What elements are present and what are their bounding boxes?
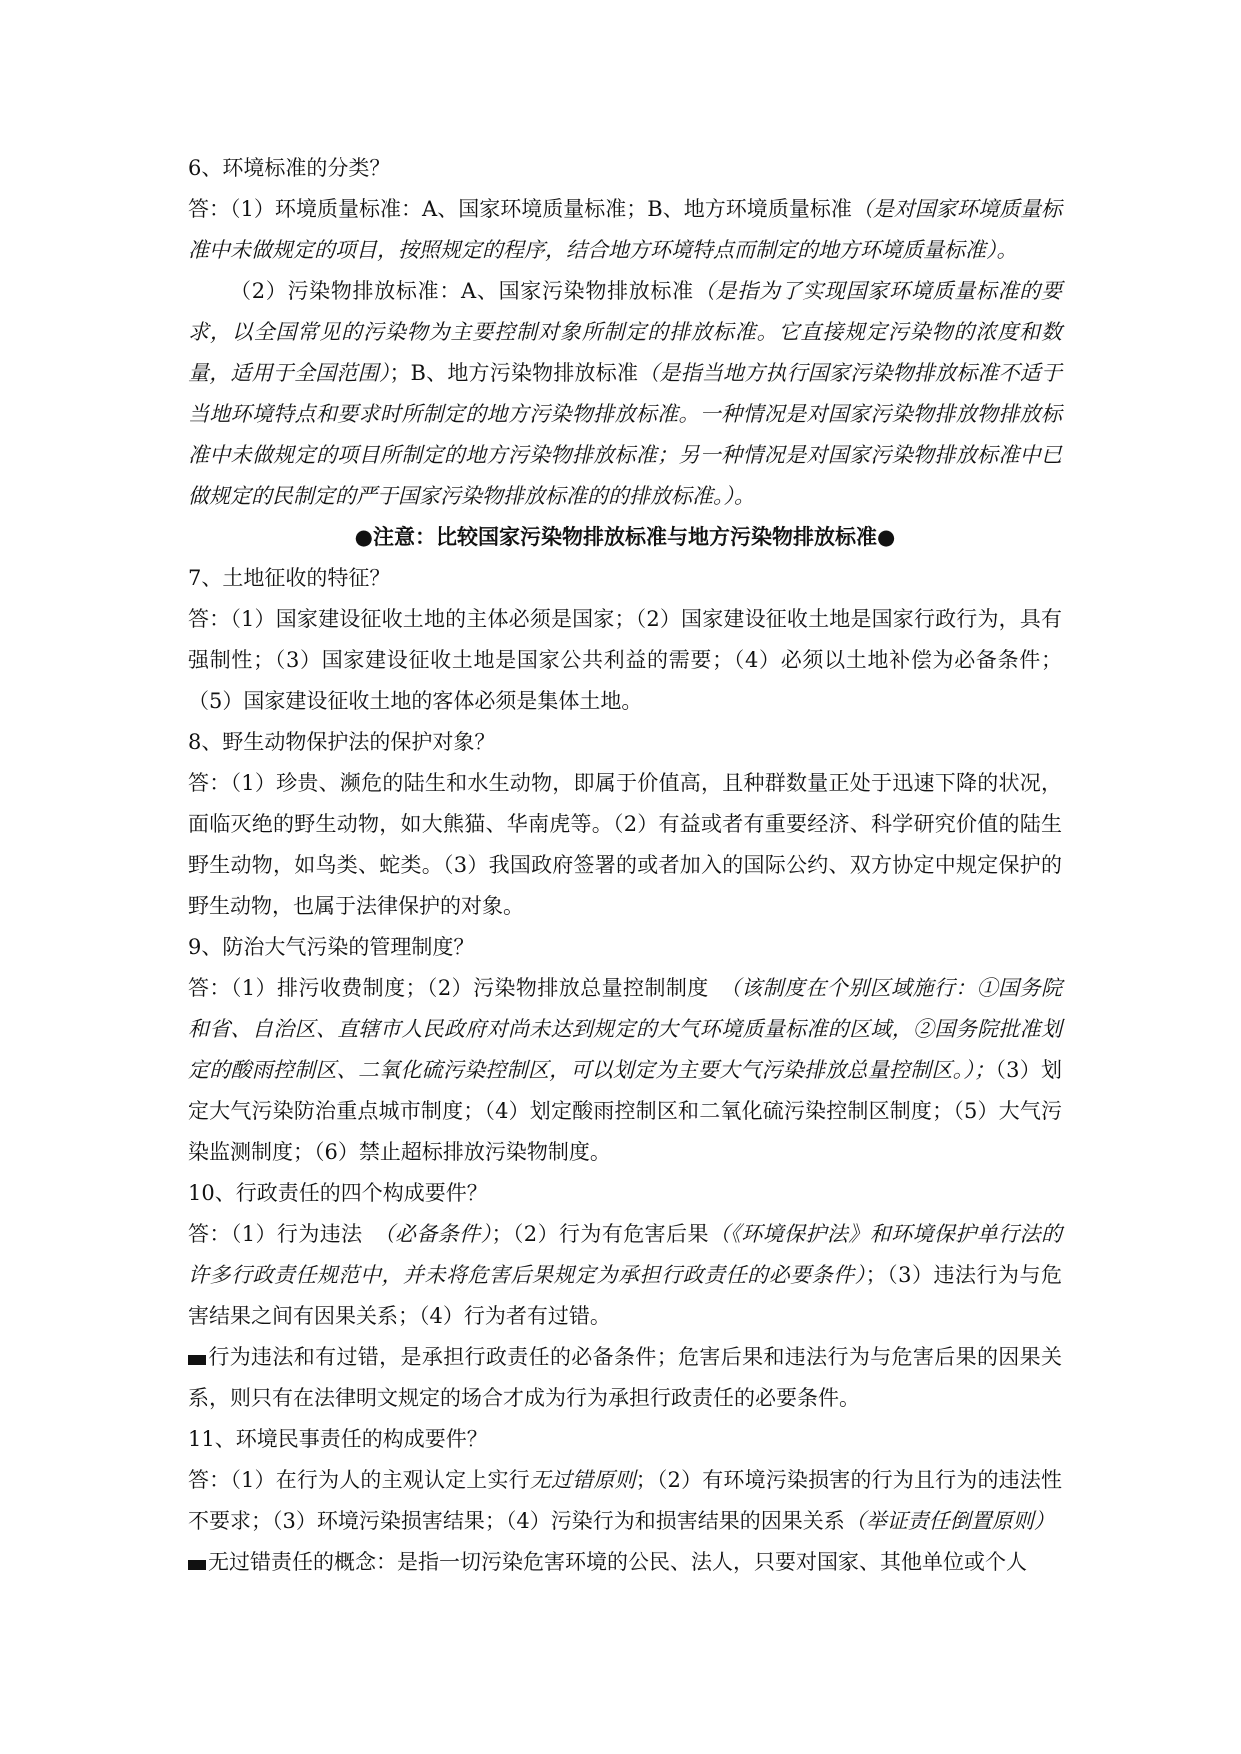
q9-answer <box>188 968 1062 1173</box>
q10-heading: 10、行政责任的四个构成要件？ <box>188 1181 488 1205</box>
q11-answer-note2: （举证责任倒置原则） <box>844 1509 1055 1533</box>
q6-answer-2-note2: （是指当地方执行国家污染物排放标准不适于当地环境特点和要求时所制定的地方污染物排放标准。一种情况是对国家污染物排放物排放标准中未做规定的项目所制定的地方污染物排放标准；另一种情况是对国家污染物排放标准中已做规定的民制定的严于国家污染物排放标准的的排放标准。）。 <box>188 361 1062 508</box>
q10-answer <box>188 1214 1062 1337</box>
q10-remark <box>188 1337 1062 1419</box>
q11-remark-text: 无过错责任的概念：是指一切污染危害环境的公民、法人，只要对国家、其他单位或个人 <box>208 1550 1027 1574</box>
q7-heading: 7、土地征收的特征？ <box>188 566 391 590</box>
q11-answer-part2: ；（2）有环境污染损害的行为且行为的违法性不要求；（3）环境污染损害结果；（4）污染行为和损害结果的因果关系 <box>188 1468 1063 1533</box>
q6-answer-2 <box>188 271 1062 517</box>
q10-answer-part1: 答：（1）行为违法 <box>188 1222 363 1246</box>
q6-answer-2-text: （2）污染物排放标准：A、国家污染物排放标准 <box>230 279 694 303</box>
q8-answer: 答：（1）珍贵、濒危的陆生和水生动物，即属于价值高，且种群数量正处于迅速下降的状况，面临灭绝的野生动物，如大熊猫、华南虎等。（2）有益或者有重要经济、科学研究价值的陆生野生动物，如鸟类、蛇类。（3）我国政府签署的或者加入的国际公约、双方协定中规定保护的野生动物，也属于法律保护的对象。 <box>188 771 1062 918</box>
q11-remark <box>188 1542 1062 1583</box>
q6-answer-2-mid: ；B、地方污染物排放标准 <box>389 361 639 385</box>
q6-answer-1-text: 答：（1）环境质量标准：A、国家环境质量标准；B、地方环境质量标准 <box>188 197 852 221</box>
q9-answer-text: 答：（1）排污收费制度；（2）污染物排放总量控制制度 <box>188 976 709 1000</box>
q7-answer: 答：（1）国家建设征收土地的主体必须是国家；（2）国家建设征收土地是国家行政行为，具有强制性；（3）国家建设征收土地是国家公共利益的需要；（4）必须以土地补偿为必备条件；（5）国家建设征收土地的客体必须是集体土地。 <box>188 607 1062 713</box>
q10-remark-text: 行为违法和有过错，是承担行政责任的必备条件；危害后果和违法行为与危害后果的因果关系，则只有在法律明文规定的场合才成为行为承担行政责任的必要条件。 <box>188 1345 1062 1410</box>
q6-heading: 6、环境标准的分类？ <box>188 156 391 180</box>
square-bullet-icon <box>188 1560 206 1570</box>
q10-answer-part3: ；（3）违法行为与危害结果之间有因果关系；（4）行为者有过错。 <box>188 1263 1062 1328</box>
q11-answer <box>188 1460 1062 1542</box>
q6-answer-2-note1: （是指为了实现国家环境质量标准的要求，以全国常见的污染物为主要控制对象所制定的排放标准。它直接规定污染物的浓度和数量，适用于全国范围） <box>188 279 1063 385</box>
q6-answer-1-note: （是对国家环境质量标准中未做规定的项目，按照规定的程序，结合地方环境特点而制定的地方环境质量标准）。 <box>188 197 1062 262</box>
q10-answer-note2: （《环境保护法》和环境保护单行法的许多行政责任规范中，并未将危害后果规定为承担行政责任的必要条件） <box>188 1222 1062 1287</box>
document-page <box>188 148 1062 1583</box>
q11-heading: 11、环境民事责任的构成要件？ <box>188 1427 488 1451</box>
q9-answer-suffix: （3）划定大气污染防治重点城市制度；（4）划定酸雨控制区和二氧化硫污染控制区制度；（5）大气污染监测制度；（6）禁止超标排放污染物制度。 <box>188 1058 1062 1164</box>
q9-heading: 9、防治大气污染的管理制度？ <box>188 935 475 959</box>
q10-answer-note1: （必备条件） <box>384 1222 492 1246</box>
q10-answer-part2: ；（2）行为有危害后果 <box>491 1222 709 1246</box>
q9-answer-note: （该制度在个别区域施行：①国务院和省、自治区、直辖市人民政府对尚未达到规定的大气环境质量标准的区域，②国务院批准划定的酸雨控制区、二氧化硫污染控制区，可以划定为主要大气污染排放总量控制区。）； <box>188 976 1062 1082</box>
q11-answer-note1: 无过错原则 <box>529 1468 636 1492</box>
square-bullet-icon <box>188 1355 206 1365</box>
q11-answer-part1: 答：（1）在行为人的主观认定上实行 <box>188 1468 530 1492</box>
q6-answer-1 <box>188 189 1062 271</box>
q8-heading: 8、野生动物保护法的保护对象？ <box>188 730 496 754</box>
q6-notice: ●注意：比较国家污染物排放标准与地方污染物排放标准● <box>354 525 896 549</box>
